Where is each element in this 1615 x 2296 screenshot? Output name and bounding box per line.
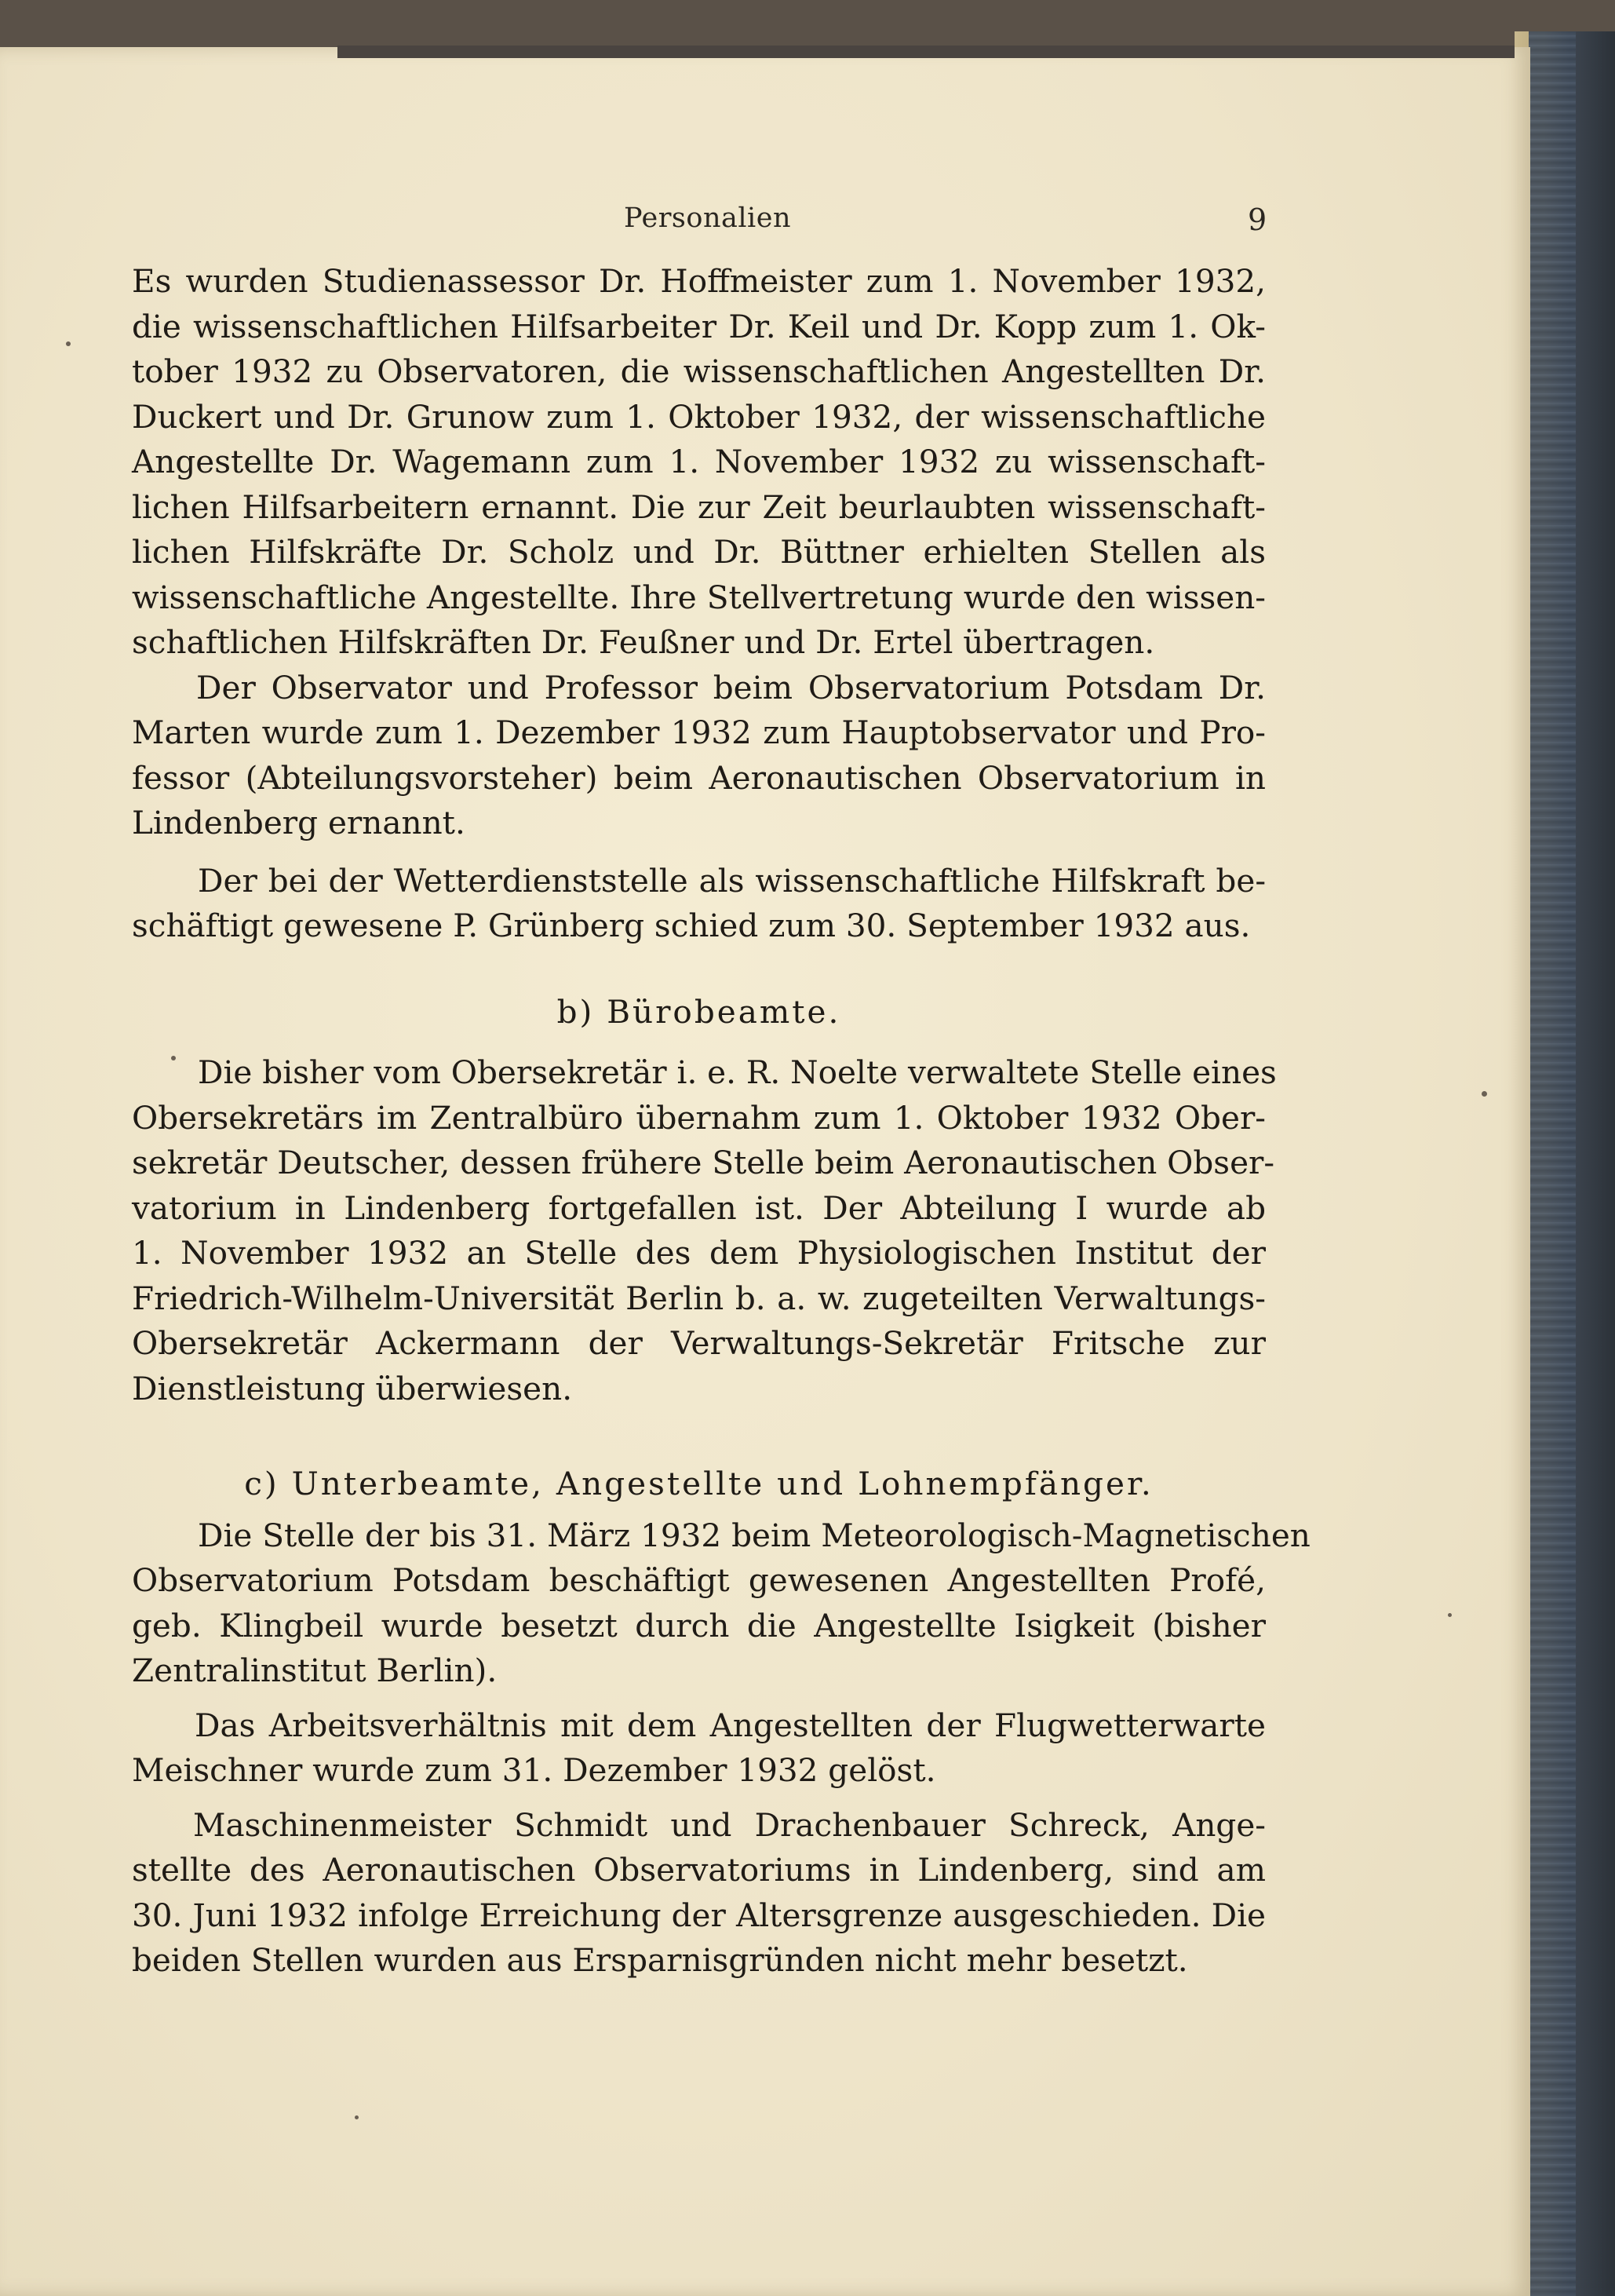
paragraph-marten	[132, 666, 1266, 846]
text-line: 1. November 1932 an Stelle des dem Physiologischen Institut der	[132, 1234, 1266, 1272]
text-line: Marten wurde zum 1. Dezember 1932 zum Hauptobservator und Pro-	[132, 714, 1266, 751]
section-gap	[132, 1411, 1266, 1462]
text-line: Meischner wurde zum 31. Dezember 1932 gelöst.	[132, 1751, 936, 1789]
paragraph-buerobeamte	[132, 1050, 1277, 1411]
text-line: lichen Hilfsarbeitern ernannt. Die zur Zeit beurlaubten wissenschaft-	[132, 487, 1266, 526]
text-line: vatorium in Lindenberg fortgefallen ist. Der Abteilung I wurde ab	[132, 1188, 1266, 1227]
text-line: sekretär Deutscher, dessen frühere Stelle beim Aeronautischen Obser-	[132, 1144, 1275, 1181]
paper-speck	[1448, 1613, 1452, 1617]
section-gap	[132, 1507, 1266, 1513]
text-line: geb. Klingbeil wurde besetzt durch die Angestellte Isigkeit (bisher	[132, 1606, 1266, 1644]
text-line: beiden Stellen wurden aus Ersparnisgründen nicht mehr besetzt.	[132, 1941, 1188, 1979]
section-gap	[132, 949, 1266, 990]
paragraph-schmidt	[132, 1803, 1266, 1984]
text-line: Es wurden Studienassessor Dr. Hoffmeister zum 1. November 1932,	[132, 262, 1266, 300]
text-line: Obersekretärs im Zentralbüro übernahm zum 1. Oktober 1932 Ober-	[132, 1098, 1266, 1137]
text-line: Observatorium Potsdam beschäftigt gewesenen Angestellten Profé,	[132, 1561, 1266, 1599]
page-header	[0, 203, 1530, 250]
paper-speck	[171, 1056, 176, 1060]
paragraph-appointments	[132, 259, 1266, 666]
text-line: Lindenberg ernannt.	[132, 804, 465, 841]
text-line: fessor (Abteilungsvorsteher) beim Aeronautischen Observatorium in	[132, 758, 1266, 797]
body-text	[132, 259, 1311, 1984]
paragraph-gap	[132, 1794, 1266, 1803]
text-line: Angestellte Dr. Wagemann zum 1. November 1932 zu wissenschaft-	[132, 443, 1266, 480]
text-line: Die bisher vom Obersekretär i. e. R. Noelte verwaltete Stelle eines	[198, 1053, 1277, 1091]
paper-speck	[355, 2115, 359, 2119]
text-line: stellte des Aeronautischen Observatoriums in Lindenberg, sind am	[132, 1851, 1266, 1889]
text-line: Zentralinstitut Berlin).	[132, 1652, 498, 1689]
paper-speck	[1482, 1091, 1487, 1097]
section-heading-c: c) Unterbeamte, Angestellte und Lohnempfänger.	[244, 1465, 1154, 1502]
page-top-edge	[337, 46, 1515, 58]
running-head: Personalien	[624, 203, 792, 234]
text-line: die wissenschaftlichen Hilfsarbeiter Dr. Keil und Dr. Kopp zum 1. Ok-	[132, 307, 1266, 345]
text-line: Das Arbeitsverhältnis mit dem Angestellten der Flugwetterwarte	[195, 1706, 1266, 1744]
section-heading-b: b) Bürobeamte.	[556, 992, 841, 1031]
paper-speck	[66, 341, 71, 346]
text-line: Friedrich-Wilhelm-Universität Berlin b. a. w. zugeteilten Verwaltungs-	[132, 1279, 1266, 1317]
text-line: Obersekretär Ackermann der Verwaltungs-Sekretär Fritsche zur	[132, 1324, 1266, 1362]
text-line: tober 1932 zu Observatoren, die wissenschaftlichen Angestellten Dr.	[132, 352, 1266, 390]
text-line: schäftigt gewesene P. Grünberg schied zum 30. September 1932 aus.	[132, 907, 1251, 944]
text-line: Der bei der Wetterdienststelle als wissenschaftliche Hilfskraft be-	[198, 861, 1266, 900]
text-line: Der Observator und Professor beim Observatorium Potsdam Dr.	[196, 668, 1266, 706]
text-line: wissenschaftliche Angestellte. Ihre Stellvertretung wurde den wissen-	[132, 578, 1266, 616]
paragraph-gruenberg	[132, 859, 1266, 949]
text-line: Die Stelle der bis 31. März 1932 beim Meteorologisch-Magnetischen	[198, 1516, 1311, 1554]
text-line: schaftlichen Hilfskräften Dr. Feußner und Dr. Ertel übertragen.	[132, 623, 1155, 661]
page-number: 9	[1248, 203, 1267, 237]
text-line: Maschinenmeister Schmidt und Drachenbauer Schreck, Ange-	[193, 1805, 1266, 1844]
text-line: Dienstleistung überwiesen.	[132, 1369, 573, 1407]
paragraph-gap	[132, 1694, 1266, 1703]
text-line: 30. Juni 1932 infolge Erreichung der Altersgrenze ausgeschieden. Die	[132, 1896, 1266, 1934]
paragraph-gap	[132, 846, 1266, 859]
text-line: Duckert und Dr. Grunow zum 1. Oktober 1932, der wissenschaftliche	[132, 397, 1266, 436]
binding-cloth	[1529, 31, 1576, 2296]
text-line: lichen Hilfskräfte Dr. Scholz und Dr. Büttner erhielten Stellen als	[132, 533, 1266, 571]
paragraph-profe	[132, 1513, 1311, 1694]
paragraph-meischner	[132, 1703, 1266, 1794]
section-gap	[132, 1035, 1266, 1050]
